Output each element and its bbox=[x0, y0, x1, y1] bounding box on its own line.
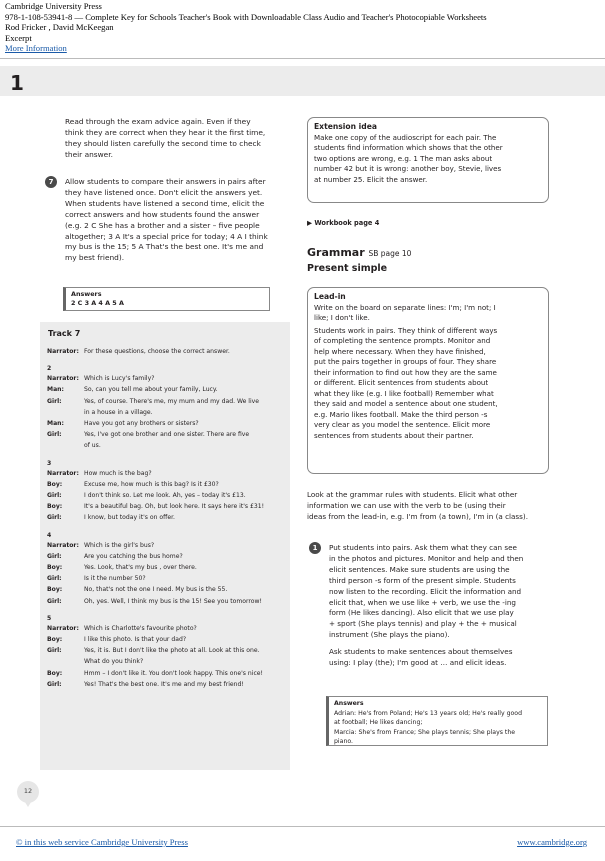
answer-line: at football; He likes dancing; bbox=[334, 719, 423, 726]
speaker-label: Narrator: bbox=[47, 348, 79, 355]
transcript-line bbox=[47, 553, 287, 562]
transcript-line bbox=[47, 492, 287, 501]
speech-text: Yes, I've got one brother and one sister. There are five bbox=[84, 431, 250, 439]
speech-text: Have you got any brothers or sisters? bbox=[84, 420, 199, 427]
speaker-label: Girl: bbox=[47, 552, 62, 560]
track-title: Track 7 bbox=[48, 329, 81, 338]
transcript-line bbox=[47, 532, 287, 541]
answers-title: Answers bbox=[334, 700, 364, 707]
answer-line: Marcia: She's from France; She plays tennis; She plays the bbox=[334, 728, 516, 736]
extension-idea-box bbox=[307, 117, 549, 203]
copyright-link[interactable]: © in this web service Cambridge University Press bbox=[16, 837, 188, 847]
lead-in-line: they said and model a sentence about one student, bbox=[314, 399, 498, 408]
step7-line: When students have listened a second time, elicit the bbox=[65, 198, 265, 208]
speaker-label: Girl: bbox=[47, 397, 62, 405]
lead-in-line: what they like (e.g. I like football) Remember what bbox=[314, 388, 494, 398]
lead-in-line: their information to find out how they are the same bbox=[314, 367, 497, 377]
publisher-name: Cambridge University Press bbox=[5, 1, 102, 11]
unit-number: 1 bbox=[10, 71, 24, 95]
lead-in-line: e.g. Mario likes football. Make the third person -s bbox=[314, 409, 488, 419]
step1-paragraph bbox=[329, 543, 554, 669]
grammar-heading bbox=[307, 246, 411, 259]
transcript-line bbox=[47, 615, 287, 624]
speaker-label: Narrator: bbox=[47, 541, 79, 549]
step7-line: Allow students to compare their answers in pairs after bbox=[65, 177, 266, 186]
speech-text: Hmm – I don't like it. You don't look happy. This one's nice! bbox=[84, 669, 263, 677]
extension-line: Make one copy of the audioscript for each pair. The bbox=[314, 132, 497, 142]
speech-text: in a house in a village. bbox=[84, 408, 153, 416]
lead-in-box bbox=[307, 287, 549, 474]
speaker-label: Boy: bbox=[47, 480, 63, 488]
extension-line: number 42 but it is wrong: another boy, Stevie, lives bbox=[314, 164, 502, 173]
step7-line: my bus is the 15; 5 A That's the best one. It's me and bbox=[65, 242, 264, 252]
page-number-marker bbox=[17, 781, 39, 803]
speech-text: What do you think? bbox=[84, 658, 144, 666]
speech-text: How much is the bag? bbox=[84, 469, 152, 477]
speech-text: I don't think so. Let me look. Ah, yes – today it's £13. bbox=[84, 492, 246, 499]
speaker-label: Boy: bbox=[47, 636, 63, 643]
more-information-link[interactable]: More Information bbox=[5, 43, 67, 54]
extension-title: Extension idea bbox=[314, 122, 377, 131]
speaker-label: Girl: bbox=[47, 575, 62, 583]
transcript-line bbox=[47, 398, 287, 407]
speech-text: Which is Charlotte's favourite photo? bbox=[84, 624, 197, 632]
step-number-badge: 1 bbox=[309, 542, 321, 554]
transcript-line bbox=[47, 586, 287, 595]
extension-line: at number 25. Elicit the answer. bbox=[314, 174, 428, 184]
speech-text: Excuse me, how much is this bag? Is it £30? bbox=[84, 480, 219, 488]
grammar-title: Grammar bbox=[307, 246, 365, 259]
step7-line: my best friend). bbox=[65, 253, 125, 263]
play-triangle-icon: ▶ bbox=[307, 219, 313, 227]
intro-line: think they are correct when they hear it the first time, bbox=[65, 127, 266, 137]
intro-paragraph bbox=[65, 117, 295, 161]
lead-in-title: Lead-in bbox=[314, 292, 346, 301]
transcript-line bbox=[47, 470, 287, 479]
speech-text: Oh, yes. Well, I think my bus is the 15! See you tomorrow! bbox=[84, 597, 262, 605]
step1-line: Put students into pairs. Ask them what they can see bbox=[329, 543, 517, 552]
speech-text: So, can you tell me about your family, Lucy. bbox=[84, 386, 218, 394]
speech-text: It's a beautiful bag. Oh, but look here. It says here it's £31! bbox=[84, 503, 265, 511]
transcript-line bbox=[47, 386, 287, 395]
cambridge-website-link[interactable]: www.cambridge.org bbox=[517, 837, 587, 847]
speaker-label: Girl: bbox=[47, 492, 62, 499]
speaker-label: 2 bbox=[47, 365, 52, 373]
step1b-line: using: I play (the); I'm good at … and elicit ideas. bbox=[329, 658, 507, 668]
speech-text: Yes. Look, that's my bus , over there. bbox=[84, 564, 197, 571]
speaker-label: Girl: bbox=[47, 431, 62, 439]
unit-bar bbox=[0, 66, 605, 96]
grammar-rules-paragraph bbox=[307, 490, 557, 523]
speaker-label: Girl: bbox=[47, 680, 62, 688]
page-number: 12 bbox=[23, 787, 33, 795]
speaker-label: Narrator: bbox=[47, 624, 79, 632]
speech-text: Is it the number 50? bbox=[84, 575, 146, 583]
speaker-label: Boy: bbox=[47, 564, 63, 571]
speech-text: Which is Lucy's family? bbox=[84, 375, 155, 383]
speaker-label: Man: bbox=[47, 386, 64, 394]
intro-line: they should listen carefully the second time to check bbox=[65, 138, 261, 148]
transcript-line bbox=[47, 420, 287, 429]
transcript-line bbox=[47, 431, 287, 440]
grammar-page-ref: SB page 10 bbox=[368, 249, 412, 258]
speaker-label: Boy: bbox=[47, 586, 63, 594]
step1b-line: Ask students to make sentences about themselves bbox=[329, 647, 513, 657]
speaker-label: Girl: bbox=[47, 514, 62, 522]
transcript-line bbox=[47, 503, 287, 512]
step1-line: in the photos and pictures. Monitor and help and then bbox=[329, 553, 524, 563]
lead-in-line: Write on the board on separate lines: I'm; I'm not; I bbox=[314, 302, 496, 312]
footer-divider bbox=[0, 826, 605, 827]
step1-line: elicit sentences. Make sure students are using the bbox=[329, 564, 510, 574]
speech-text: of us. bbox=[84, 442, 101, 450]
speech-text: Yes! That's the best one. It's me and my best friend! bbox=[84, 680, 244, 688]
present-simple-heading: Present simple bbox=[307, 263, 388, 274]
speech-text: Are you catching the bus home? bbox=[84, 552, 183, 560]
rules-line: Look at the grammar rules with students. Elicit what other bbox=[307, 490, 518, 499]
answers-box bbox=[63, 287, 270, 311]
step7-line: they have listened once. Don't elicit the answers yet. bbox=[65, 187, 263, 197]
speaker-label: 4 bbox=[47, 531, 52, 539]
transcript-line bbox=[47, 442, 287, 451]
transcript-line bbox=[47, 670, 287, 679]
lead-in-line: sentences from students about their partner. bbox=[314, 430, 474, 440]
lead-in-line: help where necessary. When they have finished, bbox=[314, 346, 486, 356]
step1-line: now listen to the recording. Elicit the information and bbox=[329, 586, 522, 596]
step7-line: (e.g. 2 C She has a brother and a sister – five people bbox=[65, 220, 260, 230]
transcript-line bbox=[47, 564, 287, 573]
transcript-line bbox=[47, 647, 287, 656]
speech-text: I know, but today it's on offer. bbox=[84, 514, 175, 522]
speech-text: No, that's not the one I need. My bus is the 55. bbox=[84, 586, 228, 594]
transcript-line bbox=[47, 409, 287, 418]
transcript-line bbox=[47, 625, 287, 634]
speaker-label: Boy: bbox=[47, 503, 63, 511]
authors: Rod Fricker , David McKeegan bbox=[5, 22, 114, 33]
speaker-label: Girl: bbox=[47, 647, 62, 655]
lead-in-line: Students work in pairs. They think of different ways bbox=[314, 325, 498, 335]
step7-line: correct answers and how students found the answer bbox=[65, 209, 260, 219]
workbook-reference bbox=[307, 219, 379, 227]
lead-in-line: like; I don't like. bbox=[314, 313, 370, 322]
step-number-badge: 7 bbox=[45, 176, 57, 188]
speaker-label: Narrator: bbox=[47, 375, 79, 383]
intro-line: Read through the exam advice again. Even if they bbox=[65, 117, 251, 126]
step7-paragraph bbox=[65, 177, 295, 264]
speaker-label: 3 bbox=[47, 459, 52, 467]
step1-line: + sport (She plays tennis) and play + the + musical bbox=[329, 619, 517, 629]
step1-line: elicit that, when we use like + verb, we use the -ing bbox=[329, 597, 516, 607]
answer-line: piano. bbox=[334, 738, 354, 745]
transcript-line bbox=[47, 658, 287, 667]
lead-in-line: very clear as you model the sentence. Elicit more bbox=[314, 420, 491, 429]
transcript-line bbox=[47, 598, 287, 607]
transcript-line bbox=[47, 348, 287, 357]
transcript-line bbox=[47, 460, 287, 469]
speech-text: Yes, of course. There's me, my mum and my dad. We live bbox=[84, 397, 260, 405]
excerpt-label: Excerpt bbox=[5, 32, 32, 43]
workbook-label: Workbook page 4 bbox=[314, 219, 380, 227]
speech-text: For these questions, choose the correct answer. bbox=[84, 348, 230, 355]
answers-title: Answers bbox=[71, 290, 102, 298]
transcript-line bbox=[47, 542, 287, 551]
lead-in-line: of completing the sentence prompts. Monitor and bbox=[314, 336, 491, 345]
speech-text: Yes, it is. But I don't like the photo at all. Look at this one. bbox=[84, 647, 260, 655]
document-header bbox=[5, 1, 487, 54]
transcript-line bbox=[47, 681, 287, 690]
step1-line: third person -s form of the present simple. Students bbox=[329, 575, 516, 585]
answer-line: Adrian: He's from Poland; He's 13 years old; He's really good bbox=[334, 709, 523, 717]
speaker-label: Narrator: bbox=[47, 469, 79, 477]
answers-box-right bbox=[326, 696, 548, 746]
extension-line: students find information which shows that the other bbox=[314, 143, 503, 152]
answers-values: 2 C 3 A 4 A 5 A bbox=[71, 298, 124, 307]
speaker-label: Boy: bbox=[47, 669, 63, 677]
step1-line: form (He likes dancing). Also elicit that we use play bbox=[329, 608, 514, 618]
transcript-line bbox=[47, 636, 287, 645]
transcript-line bbox=[47, 575, 287, 584]
speaker-label: Girl: bbox=[47, 597, 62, 605]
lead-in-line: or different. Elicit sentences from students about bbox=[314, 378, 489, 387]
speaker-label: 5 bbox=[47, 614, 52, 622]
step1-line: instrument (She plays the piano). bbox=[329, 630, 450, 640]
speech-text: I like this photo. Is that your dad? bbox=[84, 636, 187, 643]
speaker-label: Man: bbox=[47, 420, 64, 427]
rules-line: ideas from the lead-in, e.g. I'm from (a town), I'm in (a class). bbox=[307, 511, 528, 521]
transcript-line bbox=[47, 514, 287, 523]
lead-in-line: put the pairs together in groups of four. They share bbox=[314, 357, 497, 366]
step7-line: altogether; 3 A It's a special price for today; 4 A I think bbox=[65, 231, 268, 241]
transcript-line bbox=[47, 365, 287, 374]
intro-line: their answer. bbox=[65, 149, 113, 159]
transcript-line bbox=[47, 481, 287, 490]
rules-line: information we can use with the verb to be (using their bbox=[307, 500, 506, 510]
transcript-line bbox=[47, 375, 287, 384]
header-divider bbox=[0, 58, 605, 59]
speech-text: Which is the girl's bus? bbox=[84, 541, 155, 549]
extension-line: two options are wrong, e.g. 1 The man asks about bbox=[314, 153, 493, 163]
book-title: 978-1-108-53941-8 — Complete Key for Schools Teacher's Book with Downloadable Class Audio and Teacher's Photocopiable Worksheets bbox=[5, 11, 487, 22]
